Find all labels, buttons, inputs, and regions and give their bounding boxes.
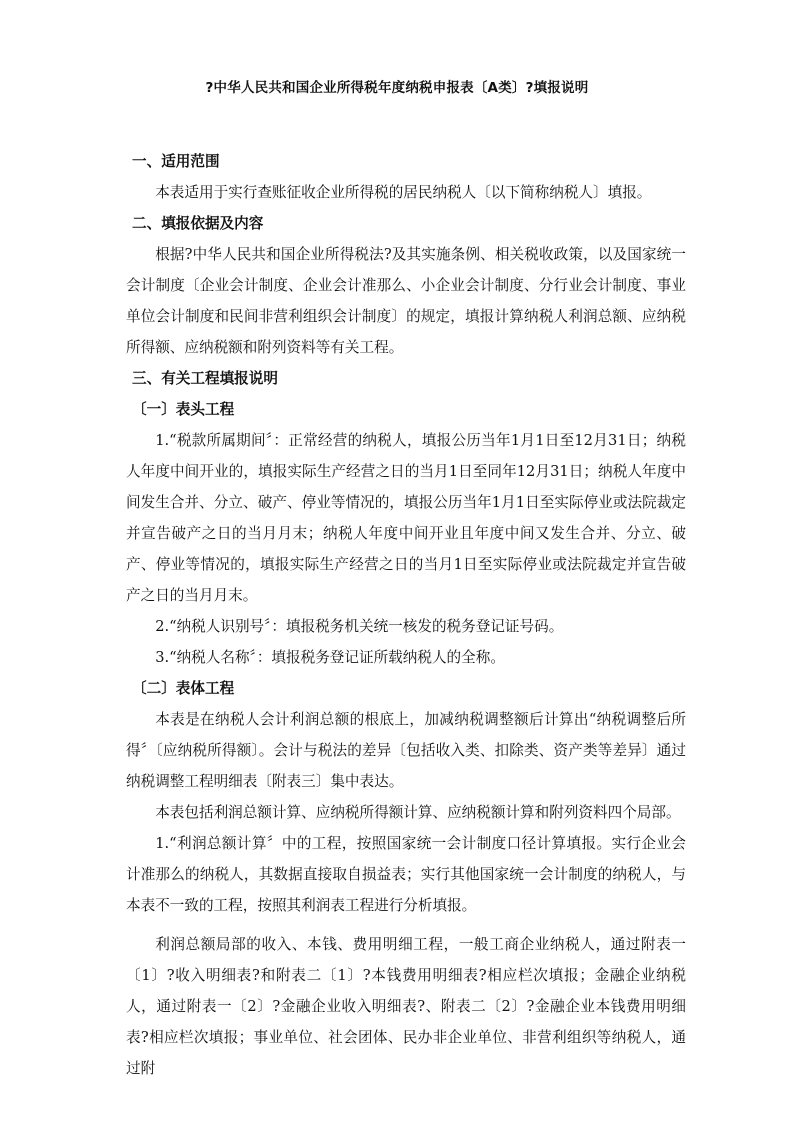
paragraph: 本表是在纳税人会计利润总额的根底上，加减纳税调整额后计算出“纳税调整后所得〞〔应纳税所得额〕。会计与税法的差异〔包括收入类、扣除类、资产类等差异〕通过纳税调整工程明细表〔附表三〕集中表达。 [126,711,686,790]
spacer [126,921,686,929]
paragraph: 根据?中华人民共和国企业所得税法?及其实施条例、相关税收政策，以及国家统一会计制度〔企业会计制度、企业会计准那么、小企业会计制度、分行业会计制度、事业单位会计制度和民间非营利组织会计制度〕的规定，填报计算纳税人利润总额、应纳税所得额、应纳税额和附列资料等有关工程。 [126,246,686,356]
paragraph: 3.“纳税人名称〞：填报税务登记证所载纳税人的全称。 [155,649,505,666]
paragraph: 1.“税款所属期间〞：正常经营的纳税人，填报公历当年1月1日至12月31日；纳税人年度中间开业的，填报实际生产经营之日的当月1日至同年12月31日；纳税人年度中间发生合并、分立、破产、停业等情况的，填报公历当年1月1日至实际停业或法院裁定并宣告破产之日的当月月末；纳税人年度中间开业且年度中间又发生合并、分立、破产、停业等情况的，填报实际生产经营之日的当月1日至实际停业或法院裁定并宣告破产之日的当月月末。 [126,432,686,604]
paragraph: 2.“纳税人识别号〞：填报税务机关统一核发的税务登记证号码。 [155,618,564,635]
document-title: ?中华人民共和国企业所得税年度纳税申报表〔A类〕?填报说明 [205,80,589,96]
paragraph: 本表适用于实行查账征收企业所得税的居民纳税人〔以下简称纳税人〕填报。 [155,184,652,201]
section-heading: 二、填报依据及内容 [132,215,264,232]
section-heading: 三、有关工程填报说明 [132,370,278,387]
section-heading: 一、适用范围 [132,153,220,170]
paragraph: 1.“利润总额计算〞中的工程，按照国家统一会计制度口径计算填报。实行企业会计准那么的纳税人，其数据直接取自损益表；实行其他国家统一会计制度的纳税人，与本表不一致的工程，按照其利润表工程进行分析填报。 [126,835,686,914]
subsection-heading: 〔二〕表体工程 [132,680,235,697]
paragraph: 利润总额局部的收入、本钱、费用明细工程，一般工商企业纳税人，通过附表一〔1〕?收入明细表?和附表二〔1〕?本钱费用明细表?相应栏次填报；金融企业纳税人，通过附表一〔2〕?金融企业收入明细表?、附表二〔2〕?金融企业本钱费用明细表?相应栏次填报；事业单位、社会团体、民办非企业单位、非营利组织等纳税人，通过附 [126,936,686,1077]
document-body [126,146,686,1084]
paragraph: 本表包括利润总额计算、应纳税所得额计算、应纳税额计算和附列资料四个局部。 [155,804,681,821]
subsection-heading: 〔一〕表头工程 [132,401,235,418]
